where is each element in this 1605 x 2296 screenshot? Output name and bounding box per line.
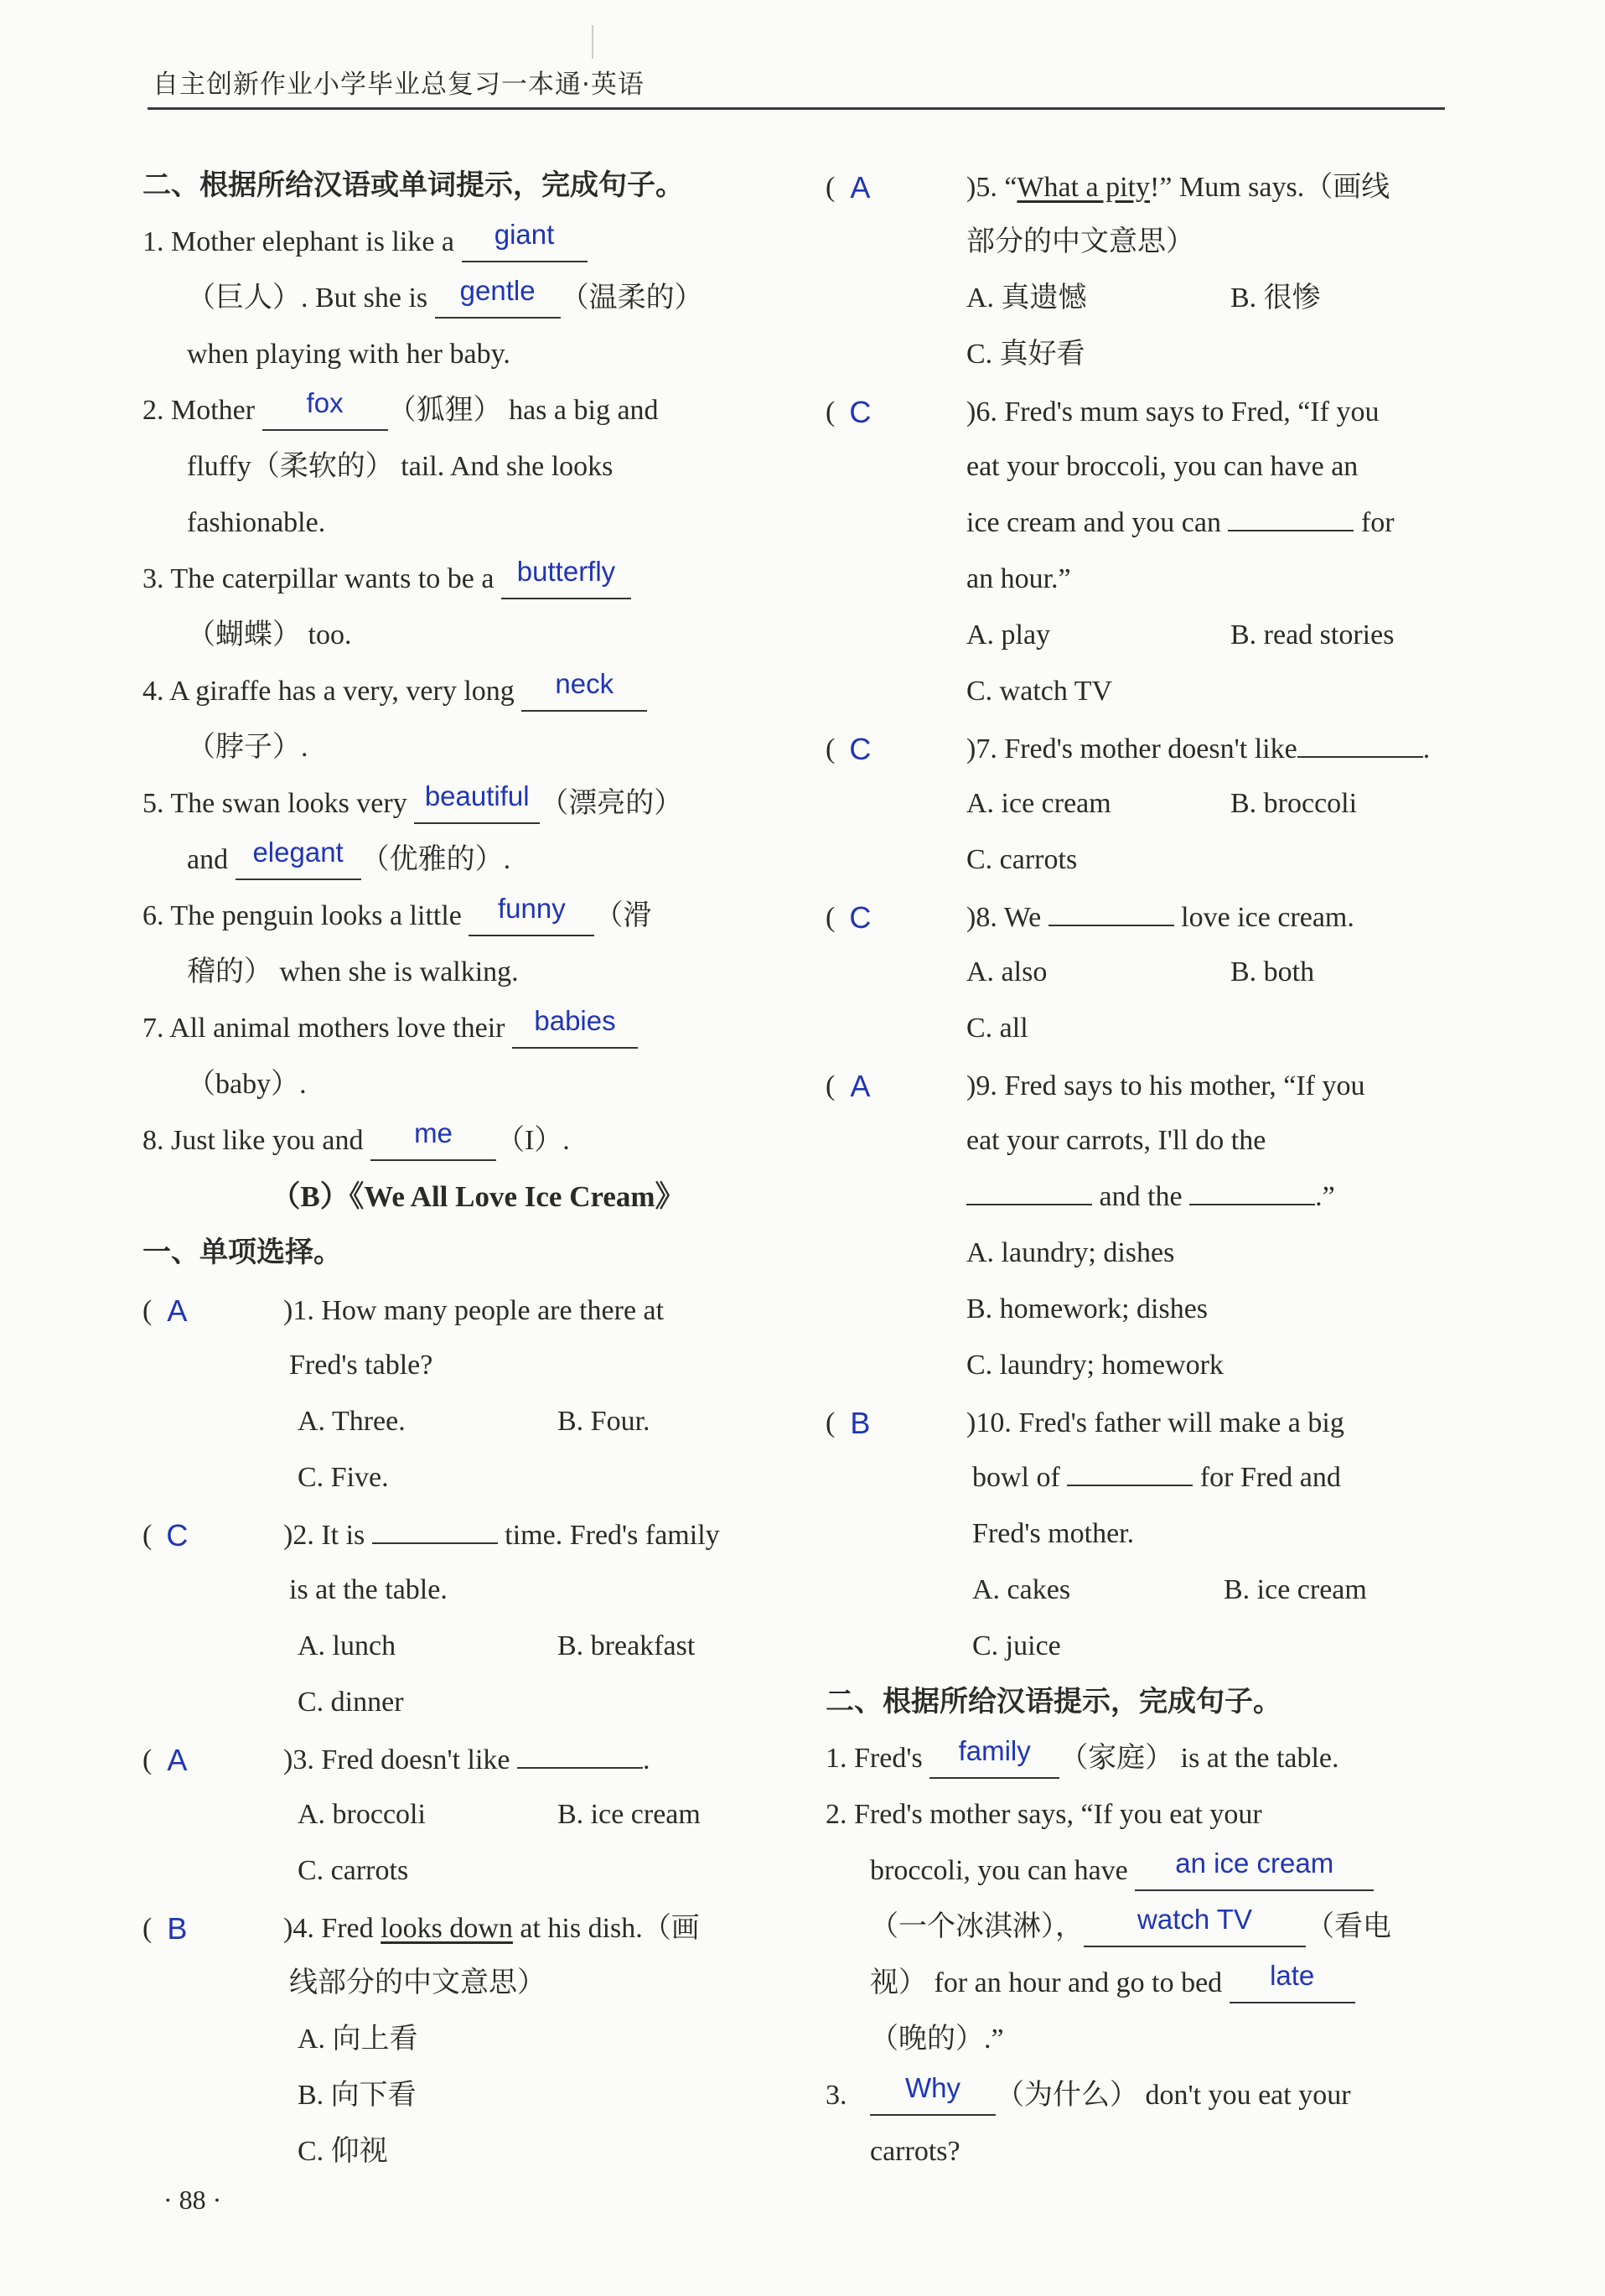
option-b[interactable]: B. ice cream [1224, 1574, 1367, 1605]
question-blank [372, 1542, 498, 1544]
section-title: 二、根据所给汉语或单词提示，完成句子。 [142, 168, 684, 202]
option-a[interactable]: A. also [966, 956, 1048, 987]
mc5-options [826, 270, 1446, 326]
answer-blank[interactable]: funny [469, 897, 594, 936]
option-c[interactable]: C. juice [972, 1630, 1061, 1661]
q3-line1: 3. The caterpillar wants to be a butterfly [142, 551, 813, 607]
mc1-options [142, 1393, 813, 1449]
choice-answer[interactable]: A [167, 1743, 188, 1777]
mc10-line2: bowl of for Fred and [972, 1462, 1341, 1493]
option-b[interactable]: B. Four. [557, 1406, 650, 1437]
f3-line1: 3. Why （为什么） don't you eat your [826, 2067, 1446, 2123]
answer-blank[interactable]: elegant [236, 841, 361, 880]
mc5-line2: 部分的中文意思） [966, 226, 1194, 257]
answer-blank[interactable]: late [1230, 1964, 1355, 2003]
mc3-options [142, 1786, 813, 1843]
f2-line2: broccoli, you can have an ice cream [826, 1843, 1446, 1899]
q1-line2: （巨人）. But she is gentle （温柔的） [142, 270, 813, 326]
q6-line2: 稽的） when she is walking. [187, 956, 519, 987]
choice-answer[interactable]: B [850, 1406, 871, 1440]
book-title: 自主创新作业小学毕业总复习一本通·英语 [153, 70, 645, 100]
option-c[interactable]: C. 仰视 [298, 2136, 388, 2167]
mc6-line4: an hour.” [966, 563, 1071, 594]
q8-line1: 8. Just like you and me （I）. [142, 1112, 813, 1169]
page-number: · 88 · [163, 2185, 222, 2215]
q2-line1: 2. Mother fox （狐狸） has a big and [142, 382, 813, 438]
answer-blank[interactable]: neck [521, 672, 647, 712]
choice-answer[interactable]: A [850, 1069, 871, 1103]
q3-line2: （蝴蝶） too. [187, 619, 352, 650]
option-a[interactable]: A. 真遗憾 [966, 282, 1087, 314]
answer-blank[interactable]: giant [462, 223, 588, 262]
option-a[interactable]: A. play [966, 619, 1051, 650]
option-b[interactable]: B. both [1230, 956, 1315, 987]
choice-answer[interactable]: A [167, 1293, 188, 1328]
option-a[interactable]: A. Three. [298, 1406, 406, 1437]
mc7-line1: ( C )7. Fred's mother doesn't like . [826, 719, 1446, 775]
section-title: 一、单项选择。 [142, 1236, 342, 1269]
option-a[interactable]: A. cakes [972, 1574, 1071, 1605]
mc10-line1: ( B )10. Fred's father will make a big [826, 1393, 1446, 1449]
answer-blank[interactable]: Why [870, 2076, 996, 2116]
mc9-line1: ( A )9. Fred says to his mother, “If you [826, 1056, 1446, 1112]
answer-blank[interactable]: an ice cream [1135, 1852, 1374, 1891]
answer-blank[interactable]: babies [512, 1009, 638, 1049]
mc3-line1: ( A )3. Fred doesn't like . [142, 1730, 813, 1786]
answer-blank[interactable]: fox [262, 391, 388, 431]
option-c[interactable]: C. laundry; homework [966, 1350, 1224, 1381]
mc2-line1: ( C )2. It is time. Fred's family [142, 1506, 813, 1562]
mc6-options [826, 607, 1446, 663]
page-header [148, 65, 1445, 110]
mc2-options [142, 1618, 813, 1674]
choice-answer[interactable]: B [167, 1911, 188, 1946]
answer-blank[interactable]: beautiful [414, 785, 540, 824]
mc5-line1: ( A )5. “What a pity!” Mum says.（画线 [826, 158, 1446, 214]
f3-line2: carrots? [870, 2136, 960, 2167]
choice-answer[interactable]: A [850, 170, 871, 205]
option-c[interactable]: C. 真好看 [966, 339, 1085, 370]
option-b[interactable]: B. homework; dishes [966, 1293, 1209, 1324]
left-column [142, 158, 813, 2179]
mc1-line2: Fred's table? [289, 1350, 433, 1381]
mc1-line1: ( A )1. How many people are there at [142, 1281, 813, 1337]
mc8-options [826, 944, 1446, 1000]
option-b[interactable]: B. 向下看 [298, 2080, 417, 2111]
answer-blank[interactable]: watch TV [1084, 1908, 1306, 1947]
option-b[interactable]: B. breakfast [557, 1630, 696, 1661]
choice-answer[interactable]: C [849, 732, 872, 766]
answer-blank[interactable]: butterfly [501, 560, 631, 599]
page-crease [592, 25, 593, 59]
f1-line: 1. Fred's family （家庭） is at the table. [826, 1730, 1446, 1786]
question-blank [966, 1204, 1092, 1205]
mc4-line1: ( B )4. Fred looks down at his dish.（画 [142, 1899, 813, 1955]
option-a[interactable]: A. laundry; dishes [966, 1237, 1175, 1268]
q7-line2: （baby）. [187, 1069, 307, 1100]
answer-blank[interactable]: family [929, 1739, 1059, 1779]
choice-answer[interactable]: C [166, 1518, 189, 1552]
mc10-options [826, 1562, 1446, 1618]
option-c[interactable]: C. carrots [298, 1855, 409, 1886]
f2-line5: （晚的）.” [870, 2024, 1004, 2055]
q2-line3: fashionable. [187, 507, 326, 538]
option-b[interactable]: B. 很惨 [1230, 282, 1321, 314]
choice-answer[interactable]: C [849, 900, 872, 935]
mc4-line2: 线部分的中文意思） [289, 1967, 546, 1998]
mc2-line2: is at the table. [289, 1574, 448, 1605]
mc7-options [826, 775, 1446, 832]
option-a[interactable]: A. broccoli [298, 1799, 426, 1830]
question-blank [1067, 1485, 1193, 1486]
mc8-line1: ( C )8. We love ice cream. [826, 888, 1446, 944]
q7-line1: 7. All animal mothers love their babies [142, 1000, 813, 1056]
q5-line1: 5. The swan looks very beautiful （漂亮的） [142, 775, 813, 832]
q6-line1: 6. The penguin looks a little funny （滑 [142, 888, 813, 944]
q1-line1: 1. Mother elephant is like a giant [142, 214, 813, 270]
option-b[interactable]: B. broccoli [1230, 788, 1358, 819]
q4-line2: （脖子）. [187, 732, 308, 763]
option-c[interactable]: C. Five. [298, 1462, 389, 1493]
option-a[interactable]: A. lunch [298, 1630, 396, 1661]
option-c[interactable]: C. carrots [966, 844, 1078, 875]
option-c[interactable]: C. dinner [298, 1687, 404, 1718]
question-blank [1297, 756, 1423, 758]
q5-line2: and elegant （优雅的）. [142, 832, 813, 888]
mc6-line1: ( C )6. Fred's mum says to Fred, “If you [826, 382, 1446, 438]
f2-line3: （一个冰淇淋）， watch TV （看电 [826, 1899, 1446, 1955]
choice-answer[interactable]: C [849, 395, 872, 429]
question-blank [1189, 1204, 1315, 1205]
question-blank [517, 1767, 643, 1769]
answer-blank[interactable]: me [370, 1122, 496, 1161]
section-title: 二、根据所给汉语提示，完成句子。 [826, 1685, 1281, 1718]
question-blank [1228, 530, 1354, 531]
subsection-title: （B）《We All Love Ice Cream》 [271, 1180, 685, 1213]
f2-line1: 2. Fred's mother says, “If you eat your [826, 1799, 1262, 1830]
option-c[interactable]: C. all [966, 1013, 1028, 1044]
option-a[interactable]: A. 向上看 [298, 2024, 418, 2055]
mc9-line2: eat your carrots, I'll do the [966, 1125, 1266, 1156]
q2-line2: fluffy（柔软的） tail. And she looks [187, 451, 614, 482]
option-c[interactable]: C. watch TV [966, 676, 1113, 707]
question-blank [1048, 925, 1174, 926]
mc9-line3: and the .” [826, 1169, 1446, 1225]
mc10-line3: Fred's mother. [972, 1518, 1135, 1549]
f2-line4: 视） for an hour and go to bed late [826, 1955, 1446, 2011]
q4-line1: 4. A giraffe has a very, very long neck [142, 663, 813, 719]
mc6-line2: eat your broccoli, you can have an [966, 451, 1359, 482]
option-a[interactable]: A. ice cream [966, 788, 1111, 819]
answer-blank[interactable]: gentle [435, 279, 561, 319]
option-b[interactable]: B. read stories [1230, 619, 1395, 650]
option-b[interactable]: B. ice cream [557, 1799, 701, 1830]
q1-line3: when playing with her baby. [187, 339, 510, 370]
right-column [826, 158, 1446, 2179]
mc6-line3: ice cream and you can for [966, 507, 1395, 538]
